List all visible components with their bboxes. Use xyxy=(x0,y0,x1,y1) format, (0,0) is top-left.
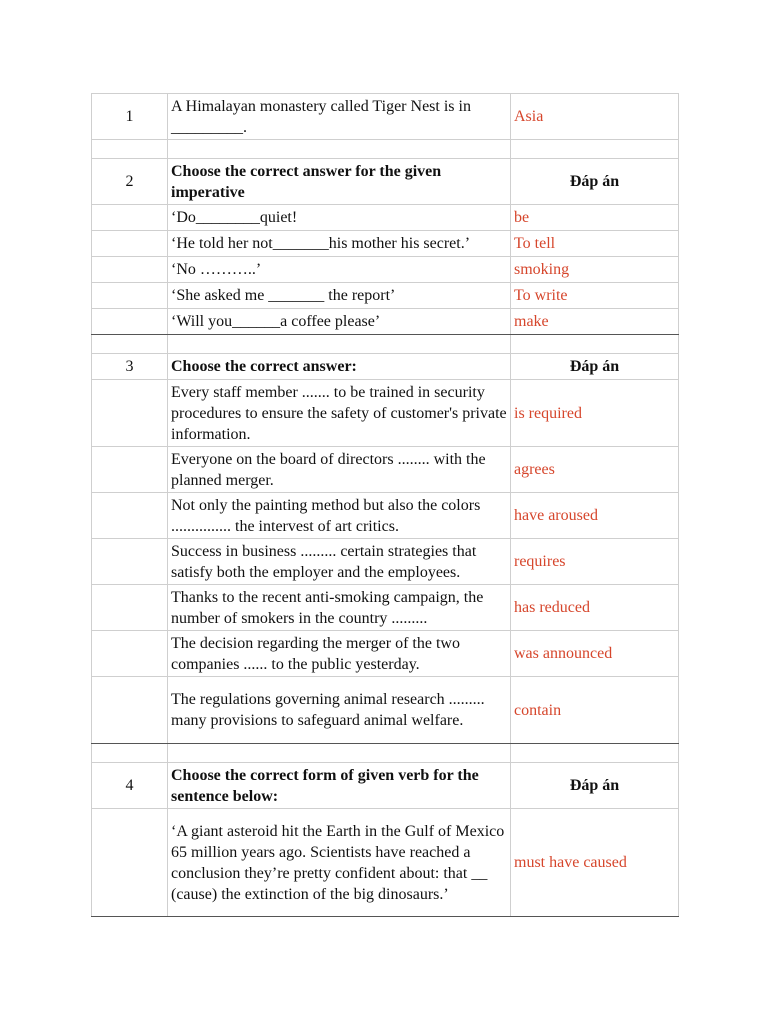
spacer-row xyxy=(92,744,679,763)
question-2-header-row xyxy=(92,159,679,205)
empty-cell xyxy=(92,493,168,539)
question-item-row xyxy=(92,257,679,283)
question-3-header-row xyxy=(92,354,679,380)
empty-cell xyxy=(92,585,168,631)
item-text: ‘He told her not_______his mother his secret.’ xyxy=(168,231,511,257)
empty-cell xyxy=(92,257,168,283)
answer-cell: must have caused xyxy=(511,809,679,917)
item-text: ‘Will you______a coffee please’ xyxy=(168,309,511,335)
question-instruction: Choose the correct answer: xyxy=(168,354,511,380)
answer-cell: To tell xyxy=(511,231,679,257)
question-4-header-row xyxy=(92,763,679,809)
question-item-row xyxy=(92,809,679,917)
question-item-row xyxy=(92,585,679,631)
spacer-row xyxy=(92,140,679,159)
question-item-row xyxy=(92,493,679,539)
empty-cell xyxy=(92,809,168,917)
item-text: Thanks to the recent anti-smoking campaign, the number of smokers in the country ......... xyxy=(168,585,511,631)
empty-cell xyxy=(92,309,168,335)
item-text: Everyone on the board of directors ........ with the planned merger. xyxy=(168,447,511,493)
question-instruction: Choose the correct form of given verb for the sentence below: xyxy=(168,763,511,809)
item-text: ‘Do________quiet! xyxy=(168,205,511,231)
answer-cell: Asia xyxy=(511,94,679,140)
answer-cell: requires xyxy=(511,539,679,585)
question-number: 4 xyxy=(92,763,168,809)
item-text: Every staff member ....... to be trained in security procedures to ensure the safety of customer's private information. xyxy=(168,380,511,447)
answer-cell: have aroused xyxy=(511,493,679,539)
empty-cell xyxy=(92,631,168,677)
empty-cell xyxy=(92,380,168,447)
question-1-row xyxy=(92,94,679,140)
question-item-row xyxy=(92,231,679,257)
answer-cell: smoking xyxy=(511,257,679,283)
answer-cell: was announced xyxy=(511,631,679,677)
question-item-row xyxy=(92,677,679,744)
empty-cell xyxy=(92,283,168,309)
question-item-row xyxy=(92,447,679,493)
item-text: ‘No ………..’ xyxy=(168,257,511,283)
question-item-row xyxy=(92,631,679,677)
item-text: Not only the painting method but also the colors ............... the intervest of art critics. xyxy=(168,493,511,539)
question-number: 1 xyxy=(92,94,168,140)
question-instruction: Choose the correct answer for the given imperative xyxy=(168,159,511,205)
empty-cell xyxy=(92,205,168,231)
answer-header: Đáp án xyxy=(511,354,679,380)
answer-cell: contain xyxy=(511,677,679,744)
item-text: ‘She asked me _______ the report’ xyxy=(168,283,511,309)
question-item-row xyxy=(92,283,679,309)
answer-cell: has reduced xyxy=(511,585,679,631)
answer-cell: be xyxy=(511,205,679,231)
item-text: Success in business ......... certain strategies that satisfy both the employer and the employees. xyxy=(168,539,511,585)
spacer-row xyxy=(92,335,679,354)
question-text: A Himalayan monastery called Tiger Nest is in _________. xyxy=(168,94,511,140)
answer-header: Đáp án xyxy=(511,763,679,809)
exercise-table xyxy=(91,93,679,917)
empty-cell xyxy=(92,447,168,493)
answer-cell: make xyxy=(511,309,679,335)
item-text: The regulations governing animal research ......... many provisions to safeguard animal welfare. xyxy=(168,677,511,744)
question-item-row xyxy=(92,205,679,231)
empty-cell xyxy=(92,231,168,257)
empty-cell xyxy=(92,677,168,744)
answer-cell: is required xyxy=(511,380,679,447)
question-item-row xyxy=(92,309,679,335)
answer-header: Đáp án xyxy=(511,159,679,205)
item-text: ‘A giant asteroid hit the Earth in the Gulf of Mexico 65 million years ago. Scientists have reached a conclusion they’re pretty confident about: that __ (cause) the extinction of the big dinosaurs.’ xyxy=(168,809,511,917)
empty-cell xyxy=(92,539,168,585)
question-item-row xyxy=(92,539,679,585)
item-text: The decision regarding the merger of the two companies ...... to the public yesterday. xyxy=(168,631,511,677)
question-number: 2 xyxy=(92,159,168,205)
question-number: 3 xyxy=(92,354,168,380)
question-item-row xyxy=(92,380,679,447)
answer-cell: agrees xyxy=(511,447,679,493)
answer-cell: To write xyxy=(511,283,679,309)
